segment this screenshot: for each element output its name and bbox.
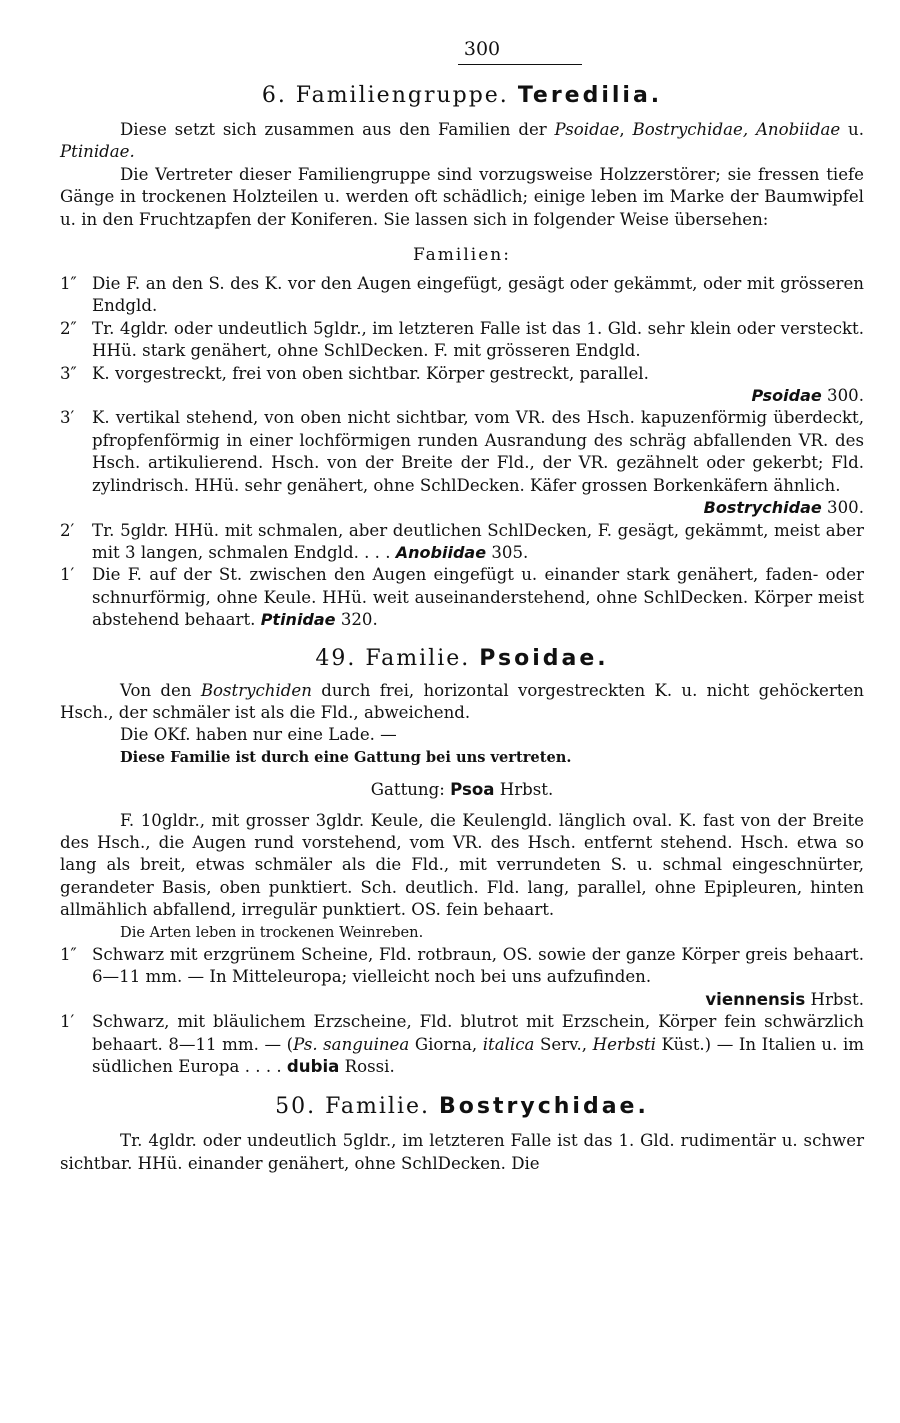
key-family-name: Ptinidae xyxy=(260,610,336,630)
key-number: 1″ xyxy=(60,945,77,964)
species-entry xyxy=(60,944,864,989)
key-text: Tr. 4gldr. oder undeutlich 5gldr., im letzteren Falle ist das 1. Gld. sehr klein oder versteckt. HHü. stark genähert, ohne SchlDecken. F. mit grösseren Endgld. xyxy=(92,318,864,361)
intro-text: Von den xyxy=(120,680,201,700)
group-label: 6. Familiengruppe. xyxy=(261,83,509,108)
intro-sep: , xyxy=(619,120,633,139)
intro-text: Diese setzt sich zusammen aus den Familien der xyxy=(120,120,555,139)
key-text: K. vorgestreckt, frei von oben sichtbar. Körper gestreckt, parallel. xyxy=(92,363,649,383)
group-intro xyxy=(60,119,864,164)
key-entry xyxy=(60,273,864,318)
families-heading: Familien: xyxy=(413,245,511,266)
page-number-rule xyxy=(458,64,582,65)
family-label: 50. Familie. xyxy=(275,1094,431,1120)
intro-family-anobiidae: Anobiidae xyxy=(755,120,841,139)
species-text: Serv., xyxy=(534,1034,593,1054)
key-page-ref: 320. xyxy=(340,610,378,630)
species-text: Schwarz mit erzgrünem Scheine, Fld. rotbraun, OS. sowie der ganze Körper greis behaart. 6—11 mm. — In Mitteleuropa; vielleicht noch bei uns aufzufinden. xyxy=(92,945,864,987)
species-text: Schwarz, mit bläulichem Erzscheine, Fld. blutrot mit Erzschein, Körper fein schwärzlich behaart. 8—11 mm. — ( xyxy=(92,1012,864,1054)
family-50-heading xyxy=(60,1092,864,1122)
intro-sep: u. xyxy=(840,120,864,139)
key-family-name: Anobiidae xyxy=(395,542,487,562)
page-number: 300 xyxy=(463,38,501,60)
species-entry xyxy=(60,1011,864,1078)
species-author: Rossi. xyxy=(344,1057,395,1077)
species-name: dubia xyxy=(286,1057,340,1077)
key-result xyxy=(60,385,864,407)
species-note: Die Arten leben in trockenen Weinreben. xyxy=(120,923,424,941)
key-family-name: Bostrychidae xyxy=(703,498,822,518)
key-number: 2″ xyxy=(60,318,77,338)
species-author: Hrbst. xyxy=(810,989,864,1009)
key-entry xyxy=(60,363,864,385)
key-text: K. vertikal stehend, von oben nicht sichtbar, vom VR. des Hsch. kapuzenförmig überdeckt, pfropfenförmig in einer lochförmigen runden Ausrandung des schräg abfallenden VR. des Hsch. artikulierend. Hsch. von der Breite der Fld., der VR. gezähnelt oder gekerbt; Fld. zylindrisch. HHü. sehr genähert, ohne SchlDecken. Käfer grossen Borkenkäfern ähnlich. xyxy=(92,408,864,495)
group-description: Die Vertreter dieser Familiengruppe sind vorzugsweise Holzzerstörer; sie fressen tiefe Gänge in trockenen Holzteilen u. werden oft schädlich; einige leben im Marke der Baumwipfel u. in den Fruchtzapfen der Koniferen. Sie lassen sich in folgender Weise übersehen: xyxy=(60,164,864,229)
key-text: Die F. an den S. des K. vor den Augen eingefügt, gesägt oder gekämmt, oder mit grösseren Endgld. xyxy=(92,274,864,316)
family-50-intro: Tr. 4gldr. oder undeutlich 5gldr., im letzteren Falle ist das 1. Gld. rudimentär u. schwer sichtbar. HHü. einander genähert, ohne SchlDecken. Die xyxy=(60,1131,864,1173)
synonym: Ps. sanguinea xyxy=(293,1034,410,1054)
genus-name: Psoa xyxy=(450,780,495,800)
genus-description: F. 10gldr., mit grosser 3gldr. Keule, die Keulengld. länglich oval. K. fast von der Breite des Hsch., die Augen rund vorstehend, vom VR. des Hsch. entfernt stehend. Hsch. etwa so lang als breit, etwas schmäler als die Fld., mit verrundeten S. u. schmal eingeschnürter, gerandeter Basis, oben punktiert. Sch. deutlich. Fld. lang, parallel, ohne Epipleuren, hinten allmählich abfallend, irregulär punktiert. OS. fein behaart. xyxy=(60,810,864,920)
key-page-ref: 300. xyxy=(827,386,864,406)
key-number: 1″ xyxy=(60,274,77,294)
key-entry xyxy=(60,520,864,565)
species-name: viennensis xyxy=(705,989,806,1009)
family-49-intro xyxy=(60,680,864,725)
key-entry xyxy=(60,407,864,497)
intro-family-ptinidae: Ptinidae. xyxy=(60,142,135,162)
family-name: Psoidae. xyxy=(479,645,609,671)
intro-family-psoidae: Psoidae xyxy=(554,120,620,139)
family-name: Bostrychidae. xyxy=(439,1094,649,1120)
key-number: 1′ xyxy=(60,1012,75,1032)
genus-label: Gattung: xyxy=(370,780,445,800)
genus-heading xyxy=(60,779,864,801)
key-result xyxy=(60,497,864,519)
key-text: Tr. 5gldr. HHü. mit schmalen, aber deutlichen SchlDecken, F. gesägt, gekämmt, meist aber mit 3 langen, schmalen Endgld. . . . xyxy=(92,520,864,562)
group-heading xyxy=(60,81,864,111)
intro-family-ref: Bostrychiden xyxy=(200,680,312,700)
family-49-heading xyxy=(60,644,864,674)
key-page-ref: 300. xyxy=(827,498,864,518)
key-number: 1′ xyxy=(60,565,75,585)
synonym: italica xyxy=(482,1034,535,1054)
key-page-ref: 305. xyxy=(491,542,529,562)
species-key xyxy=(60,944,864,1078)
species-text: Giorna, xyxy=(409,1034,483,1054)
key-entry xyxy=(60,564,864,631)
family-49-note: Die OKf. haben nur eine Lade. — xyxy=(120,725,397,745)
key-number: 3′ xyxy=(60,408,75,428)
synonym: Herbsti xyxy=(592,1034,656,1054)
family-key xyxy=(60,273,864,632)
key-family-name: Psoidae xyxy=(751,386,822,406)
species-result xyxy=(60,989,864,1011)
intro-text: durch frei, horizontal vorgestreckten K. u. nicht gehöckerten Hsch., der schmäler ist als die Fld., abweichend. xyxy=(60,680,864,722)
family-label: 49. Familie. xyxy=(315,645,471,671)
genus-author: Hrbst. xyxy=(499,780,554,800)
group-name: Teredilia. xyxy=(517,83,663,108)
key-text: Die F. auf der St. zwischen den Augen eingefügt u. einander stark genähert, faden- oder schnurförmig, ohne Keule. HHü. weit auseinanderstehend, ohne SchlDecken. Körper meist abstehend behaart. xyxy=(92,565,864,630)
species-text: Küst.) — In Italien u. im südlichen Europa . . . . xyxy=(92,1034,864,1077)
key-entry xyxy=(60,318,864,363)
key-number: 3″ xyxy=(60,363,77,383)
key-number: 2′ xyxy=(60,520,75,540)
family-49-genera-note: Diese Familie ist durch eine Gattung bei uns vertreten. xyxy=(120,748,572,766)
intro-family-bostrychidae: Bostrychidae, xyxy=(632,120,749,139)
